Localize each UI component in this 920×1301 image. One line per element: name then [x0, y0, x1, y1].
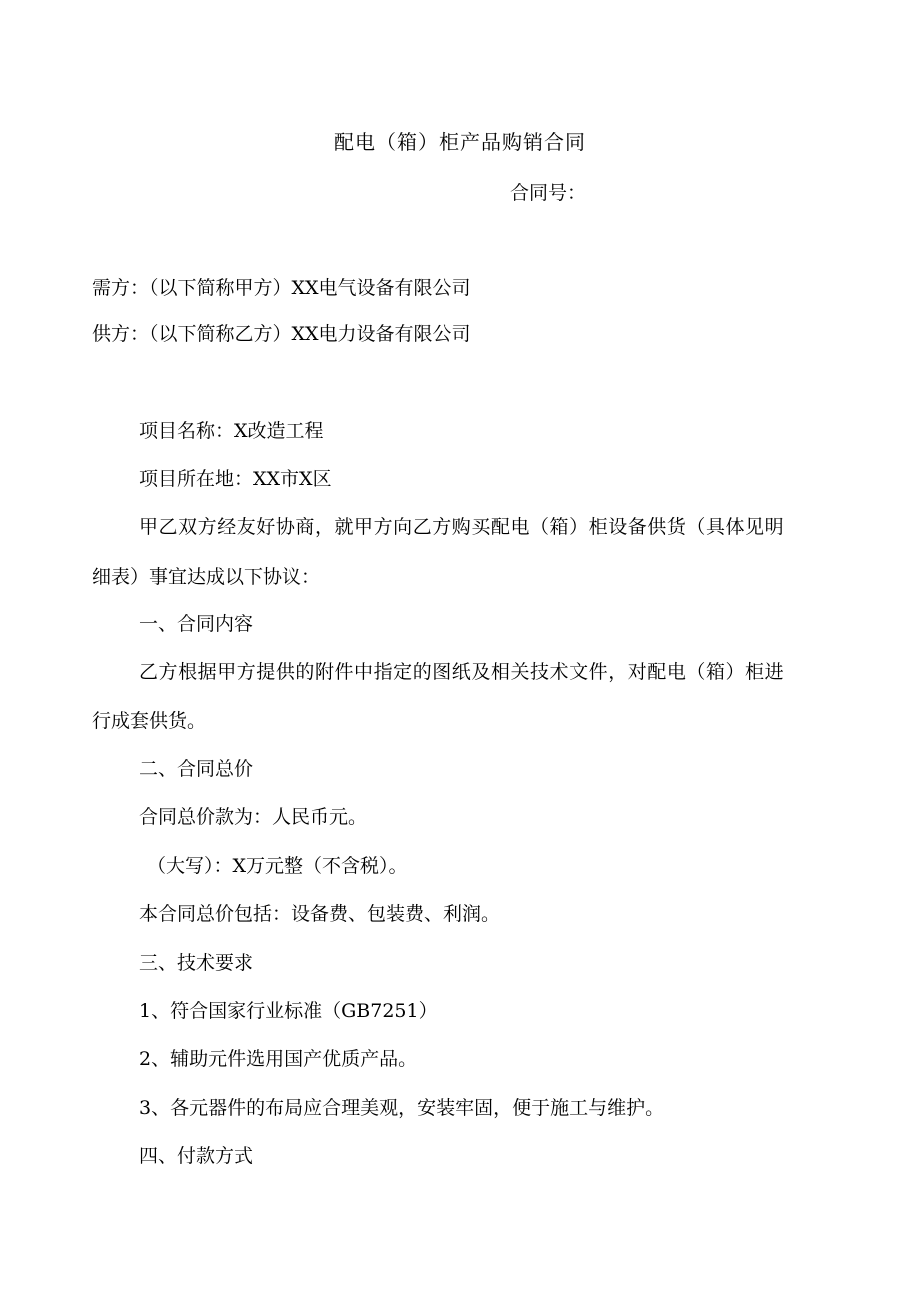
- total-price-includes: 本合同总价包括：设备费、包装费、利润。: [139, 903, 501, 925]
- project-name: 项目名称：X改造工程: [139, 420, 324, 442]
- buyer-line: 需方：（以下简称甲方）XX电气设备有限公司: [92, 277, 471, 299]
- section-1-line-2: 行成套供货。: [92, 710, 207, 732]
- tech-requirement-3: 3、各元器件的布局应合理美观，安装牢固，便于施工与维护。: [139, 1097, 665, 1119]
- total-price-uppercase: （大写）：X万元整（不含税）。: [147, 855, 408, 877]
- tech-requirement-1: 1、符合国家行业标准（GB7251）: [139, 1000, 438, 1022]
- section-heading-1: 一、合同内容: [139, 613, 254, 635]
- project-location: 项目所在地：XX市X区: [139, 468, 332, 490]
- document-title: 配电（箱）柜产品购销合同: [334, 130, 586, 154]
- intro-paragraph-line-1: 甲乙双方经友好协商，就甲方向乙方购买配电（箱）柜设备供货（具体见明: [139, 516, 785, 538]
- section-1-line-1: 乙方根据甲方提供的附件中指定的图纸及相关技术文件，对配电（箱）柜进: [139, 661, 785, 683]
- section-heading-2: 二、合同总价: [139, 758, 254, 780]
- section-heading-3: 三、技术要求: [139, 952, 254, 974]
- section-heading-4: 四、付款方式: [139, 1145, 254, 1167]
- tech-requirement-2: 2、辅助元件选用国产优质产品。: [139, 1048, 418, 1070]
- contract-number-label: 合同号：: [510, 182, 587, 204]
- seller-line: 供方：（以下简称乙方）XX电力设备有限公司: [92, 323, 471, 345]
- intro-paragraph-line-2: 细表）事宜达成以下协议：: [92, 566, 321, 588]
- total-price-line: 合同总价款为：人民币元。: [139, 806, 368, 828]
